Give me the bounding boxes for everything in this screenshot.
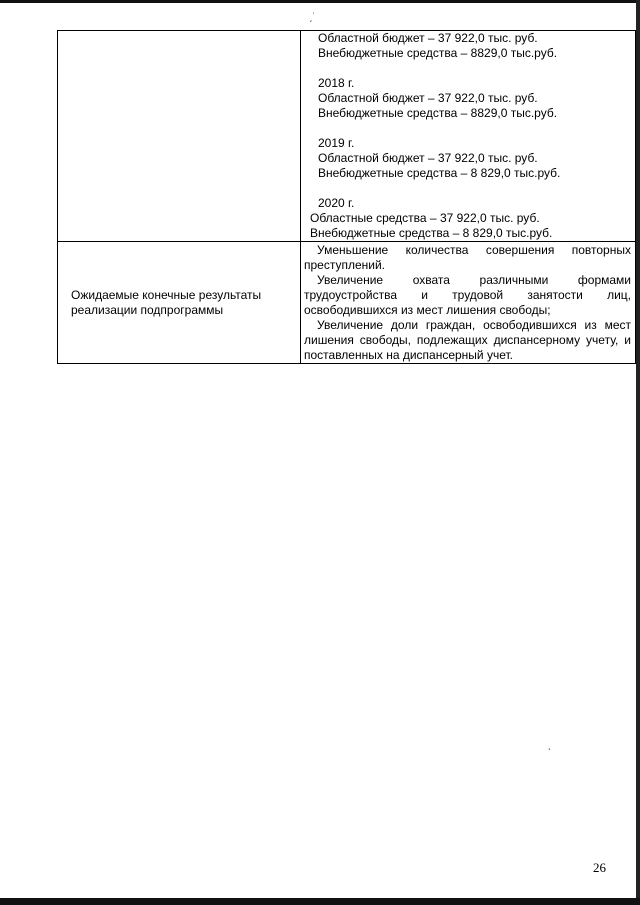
funding-line: Областной бюджет – 37 922,0 тыс. руб. — [318, 151, 538, 165]
subprogram-passport-table — [57, 30, 636, 364]
funding-line: Областной бюджет – 37 922,0 тыс. руб. — [318, 31, 538, 45]
funding-cell — [301, 31, 636, 242]
results-row — [58, 242, 636, 364]
scan-edge-top — [0, 0, 640, 3]
funding-line: Внебюджетные средства – 8 829,0 тыс.руб. — [310, 226, 553, 240]
results-label: Ожидаемые конечные результаты реализации подпрограммы — [58, 242, 301, 364]
results-cell — [301, 242, 636, 364]
funding-year-2020: 2020 г. — [318, 196, 355, 210]
funding-line: Областной бюджет – 37 922,0 тыс. руб. — [318, 91, 538, 105]
results-paragraph: Уменьшение количества совершения повторных преступлений. — [304, 243, 631, 272]
page-number: 26 — [593, 860, 606, 875]
funding-line: Внебюджетные средства – 8 829,0 тыс.руб. — [318, 166, 561, 180]
funding-line: Внебюджетные средства – 8829,0 тыс.руб. — [318, 106, 558, 120]
scan-edge-right — [636, 0, 640, 905]
funding-row — [58, 31, 636, 242]
empty-label-cell — [58, 31, 301, 242]
scan-speck: ˎ — [548, 740, 552, 751]
results-paragraph: Увеличение охвата различными формами трудоустройства и трудовой занятости лиц, освободившихся из мест лишения свободы; — [304, 273, 631, 317]
scan-speck: ˏ˙ — [309, 12, 316, 23]
results-paragraph: Увеличение доли граждан, освободившихся из мест лишения свободы, подлежащих диспансерному учету, и поставленных на диспансерный учет. — [304, 318, 631, 362]
funding-year-2019: 2019 г. — [318, 136, 355, 150]
scan-edge-bottom — [0, 898, 640, 905]
funding-line: Областные средства – 37 922,0 тыс. руб. — [310, 211, 540, 225]
funding-line: Внебюджетные средства – 8829,0 тыс.руб. — [318, 46, 558, 60]
funding-year-2018: 2018 г. — [318, 76, 355, 90]
